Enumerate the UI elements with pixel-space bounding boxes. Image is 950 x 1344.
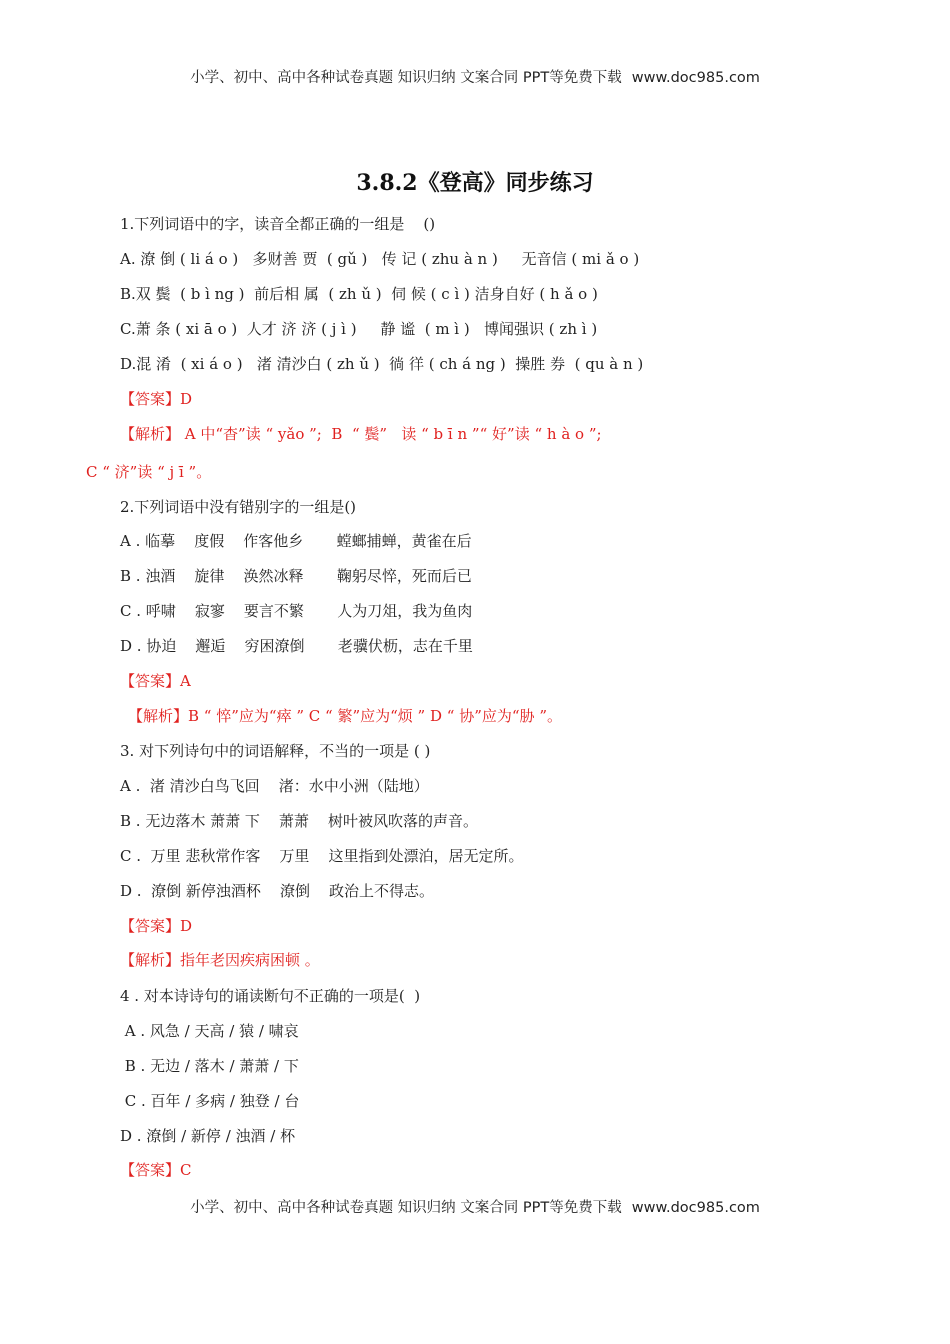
q4-option-a: A . 风急 / 天高 / 猿 / 啸哀 bbox=[120, 1022, 299, 1040]
q4-option-d: D . 潦倒 / 新停 / 浊酒 / 杯 bbox=[120, 1127, 296, 1145]
q4-answer: 【答案】C bbox=[120, 1161, 192, 1179]
q1-option-b: B.双 鬓 ( b ì ng ) 前后相 属 ( zh ǔ ) 伺 候 ( c ì ) 洁身自好 ( h ǎ o ) bbox=[120, 285, 598, 303]
q3-option-c: C . 万里 悲秋常作客 万里 这里指到处漂泊，居无定所。 bbox=[120, 847, 524, 865]
q1-option-c: C.萧 条 ( xi ā o ) 人才 济 济 ( j ì ) 静 谧 ( m ì ) 博闻强识 ( zh ì ) bbox=[120, 320, 598, 338]
q2-option-d: D . 协迫 邂逅 穷困潦倒 老骥伏枥，志在千里 bbox=[120, 637, 473, 655]
question-2: 2.下列词语中没有错别字的一组是() bbox=[120, 498, 357, 516]
q1-answer: 【答案】D bbox=[120, 390, 193, 408]
q4-option-b: B . 无边 / 落木 / 萧萧 / 下 bbox=[120, 1057, 299, 1075]
question-1: 1.下列词语中的字，读音全都正确的一组是 () bbox=[120, 215, 436, 233]
footer-url[interactable]: www.doc985.com bbox=[631, 1200, 760, 1216]
question-3: 3. 对下列诗句中的词语解释，不当的一项是 ( ) bbox=[120, 742, 431, 760]
q1-option-d: D.混 淆 ( xi á o ) 渚 清沙白 ( zh ǔ ) 徜 徉 ( ch á ng ) 操胜 券 ( qu à n ) bbox=[120, 355, 644, 373]
question-4: 4 . 对本诗诗句的诵读断句不正确的一项是( ) bbox=[120, 987, 421, 1005]
header-url[interactable]: www.doc985.com bbox=[631, 70, 760, 86]
q1-option-a: A. 潦 倒 ( li á o ) 多财善 贾 ( gǔ ) 传 记 ( zhu à n ) 无音信 ( mi ǎ o ) bbox=[120, 250, 640, 268]
header-text: 小学、初中、高中各种试卷真题 知识归纳 文案合同 PPT等免费下载 bbox=[190, 70, 622, 86]
q2-option-b: B . 浊酒 旋律 涣然冰释 鞠躬尽悴，死而后已 bbox=[120, 567, 472, 585]
q3-option-a: A . 渚 清沙白鸟飞回 渚：水中小洲（陆地） bbox=[120, 777, 429, 795]
page-header bbox=[0, 66, 950, 87]
q2-option-c: C . 呼啸 寂寥 要言不繁 人为刀俎，我为鱼肉 bbox=[120, 602, 473, 620]
q3-explanation: 【解析】指年老因疾病困顿 。 bbox=[120, 951, 320, 969]
q1-explanation: 【解析】 A 中“杳”读 “ yǎo ”; B “ 鬓” 读 “ b ī n ”“ 好”读 “ h à o ”; bbox=[120, 425, 602, 443]
q3-answer: 【答案】D bbox=[120, 917, 193, 935]
page-title: 3.8.2《登高》同步练习 bbox=[356, 170, 594, 196]
q1-explanation-cont: C “ 济”读 “ j ī ”。 bbox=[86, 463, 212, 481]
q3-option-b: B . 无边落木 萧萧 下 萧萧 树叶被风吹落的声音。 bbox=[120, 812, 479, 830]
footer-text: 小学、初中、高中各种试卷真题 知识归纳 文案合同 PPT等免费下载 bbox=[190, 1200, 622, 1216]
q3-option-d: D . 潦倒 新停浊酒杯 潦倒 政治上不得志。 bbox=[120, 882, 435, 900]
q2-explanation: 【解析】B “ 悴”应为“瘁 ” C “ 繁”应为“烦 ” D “ 协”应为“胁 ”。 bbox=[128, 707, 562, 725]
q2-answer: 【答案】A bbox=[120, 672, 191, 690]
q4-option-c: C . 百年 / 多病 / 独登 / 台 bbox=[120, 1092, 300, 1110]
q2-option-a: A . 临摹 度假 作客他乡 螳螂捕蝉，黄雀在后 bbox=[120, 532, 472, 550]
page-footer bbox=[0, 1196, 950, 1217]
